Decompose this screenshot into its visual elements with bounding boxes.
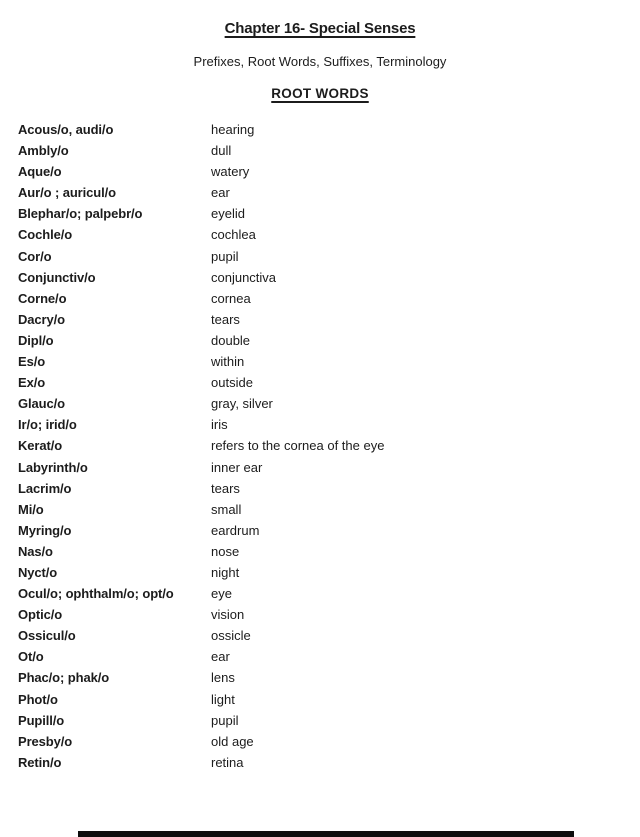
root-word-meaning: watery: [211, 164, 250, 180]
root-word-meaning: nose: [211, 543, 240, 559]
root-word-row: [0, 203, 640, 224]
root-word-meaning: small: [211, 501, 242, 517]
root-word-row: [0, 752, 640, 773]
root-word-term: Ot/o: [18, 649, 44, 665]
root-word-row: [0, 625, 640, 646]
root-word-term: Aur/o ; auricul/o: [18, 185, 116, 201]
root-word-meaning: pupil: [211, 712, 239, 728]
root-word-term: Ir/o; irid/o: [18, 417, 77, 433]
root-word-meaning: dull: [211, 143, 232, 159]
root-word-meaning: old age: [211, 733, 254, 749]
root-word-meaning: double: [211, 332, 251, 348]
root-word-term: Nyct/o: [18, 564, 58, 580]
section-heading-root-words: ROOT WORDS: [271, 86, 369, 101]
next-page-edge: [78, 831, 574, 837]
root-word-row: [0, 646, 640, 667]
root-word-term: Es/o: [18, 354, 46, 370]
root-word-row: [0, 667, 640, 688]
root-word-row: [0, 351, 640, 372]
root-word-row: [0, 161, 640, 182]
root-word-row: [0, 414, 640, 435]
root-word-meaning: pupil: [211, 248, 239, 264]
root-word-term: Corne/o: [18, 290, 67, 306]
root-word-term: Conjunctiv/o: [18, 269, 96, 285]
root-word-meaning: eyelid: [211, 206, 245, 222]
root-word-term: Cor/o: [18, 248, 52, 264]
root-word-meaning: tears: [211, 480, 240, 496]
root-word-term: Retin/o: [18, 754, 62, 770]
root-word-row: [0, 435, 640, 456]
root-word-term: Ex/o: [18, 375, 46, 391]
root-word-meaning: light: [211, 691, 235, 707]
root-word-term: Ambly/o: [18, 143, 69, 159]
root-word-row: [0, 499, 640, 520]
root-word-term: Blephar/o; palpebr/o: [18, 206, 143, 222]
root-word-meaning: ear: [211, 649, 230, 665]
root-word-row: [0, 541, 640, 562]
root-words-list: [0, 119, 640, 773]
root-word-row: [0, 604, 640, 625]
root-word-term: Dacry/o: [18, 311, 65, 327]
root-word-row: [0, 689, 640, 710]
root-word-row: [0, 520, 640, 541]
root-word-term: Kerat/o: [18, 438, 63, 454]
root-word-meaning: vision: [211, 607, 245, 623]
root-word-term: Dipl/o: [18, 332, 54, 348]
root-word-row: [0, 478, 640, 499]
root-word-term: Mi/o: [18, 501, 44, 517]
root-word-row: [0, 267, 640, 288]
page-title: Chapter 16- Special Senses: [224, 20, 416, 37]
root-word-meaning: ossicle: [211, 628, 251, 644]
root-word-row: [0, 288, 640, 309]
root-word-term: Aque/o: [18, 164, 62, 180]
root-word-meaning: night: [211, 564, 240, 580]
root-word-row: [0, 309, 640, 330]
root-word-term: Myring/o: [18, 522, 72, 538]
root-word-meaning: gray, silver: [211, 396, 273, 412]
root-word-meaning: eardrum: [211, 522, 260, 538]
root-word-meaning: eye: [211, 586, 232, 602]
root-word-row: [0, 182, 640, 203]
root-word-meaning: hearing: [211, 122, 255, 137]
root-word-term: Presby/o: [18, 733, 73, 749]
root-word-row: [0, 224, 640, 245]
root-word-term: Cochle/o: [18, 227, 73, 243]
root-word-term: Pupill/o: [18, 712, 65, 728]
root-word-term: Labyrinth/o: [18, 459, 88, 475]
root-word-meaning: ear: [211, 185, 230, 201]
root-word-term: Phac/o; phak/o: [18, 670, 110, 686]
root-word-row: [0, 562, 640, 583]
root-word-meaning: conjunctiva: [211, 269, 277, 285]
root-word-row: [0, 246, 640, 267]
root-word-term: Acous/o, audi/o: [18, 122, 114, 137]
root-word-meaning: cornea: [211, 290, 251, 306]
root-word-row: [0, 583, 640, 604]
root-word-row: [0, 330, 640, 351]
root-word-row: [0, 119, 640, 140]
root-word-meaning: cochlea: [211, 227, 256, 243]
root-word-term: Lacrim/o: [18, 480, 72, 496]
root-word-term: Ossicul/o: [18, 628, 76, 644]
root-word-row: [0, 372, 640, 393]
root-word-row: [0, 710, 640, 731]
root-word-term: Ocul/o; ophthalm/o; opt/o: [18, 586, 174, 602]
root-word-row: [0, 393, 640, 414]
root-word-meaning: inner ear: [211, 459, 263, 475]
root-word-meaning: outside: [211, 375, 253, 391]
root-word-row: [0, 731, 640, 752]
root-word-meaning: refers to the cornea of the eye: [211, 438, 385, 454]
page-subtitle: Prefixes, Root Words, Suffixes, Terminology: [193, 54, 447, 69]
root-word-term: Phot/o: [18, 691, 58, 707]
root-word-meaning: tears: [211, 311, 240, 327]
root-word-row: [0, 457, 640, 478]
root-word-meaning: iris: [211, 417, 228, 433]
root-word-term: Optic/o: [18, 607, 63, 623]
root-word-term: Glauc/o: [18, 396, 65, 412]
root-word-meaning: lens: [211, 670, 235, 686]
root-word-term: Nas/o: [18, 543, 53, 559]
root-word-meaning: within: [211, 354, 245, 370]
root-word-row: [0, 140, 640, 161]
root-word-meaning: retina: [211, 754, 244, 770]
